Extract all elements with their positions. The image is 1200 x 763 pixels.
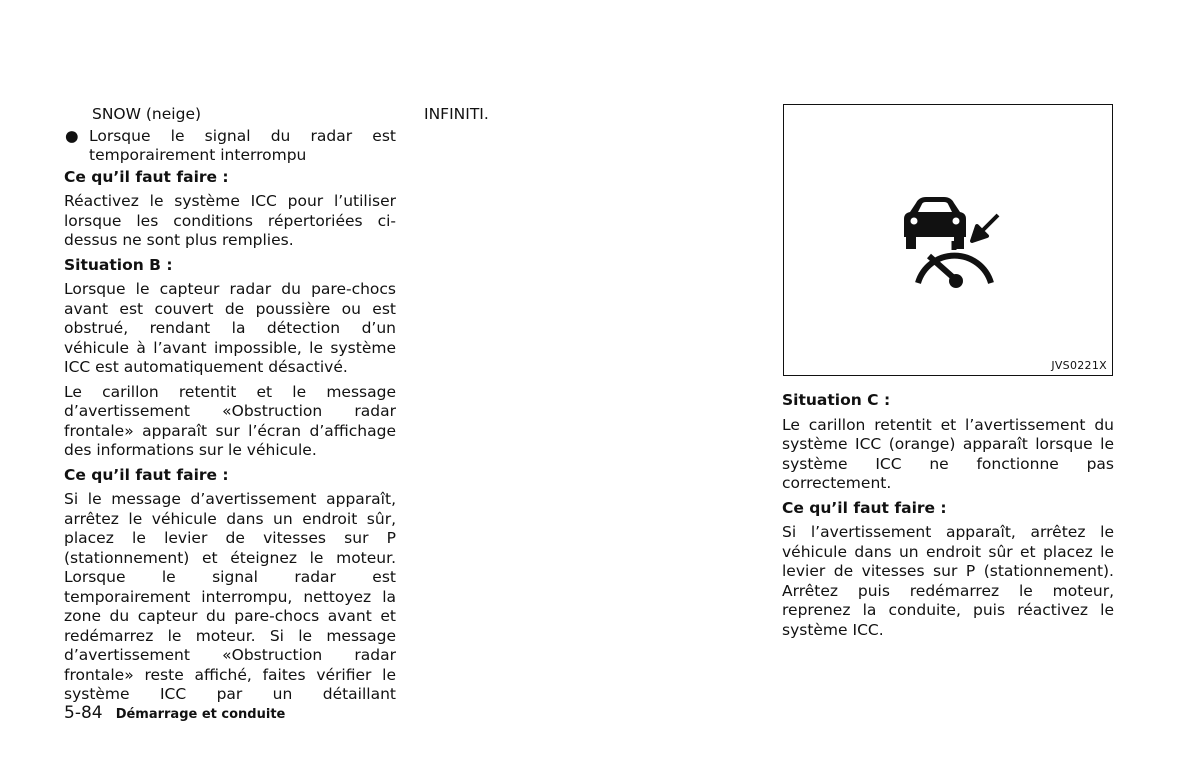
paragraph-chime-icc-warning: Le carillon retentit et l’avertissement du système ICC (orange) apparaît lorsque le système ICC ne fonctionne pas correctement. (782, 415, 1114, 492)
car-windshield (918, 202, 952, 212)
paragraph-reactivate: Réactivez le système ICC pour l’utiliser lorsque les conditions répertoriées ci-dessus ne sont plus remplies. (64, 192, 396, 249)
car-headlight-right (953, 218, 960, 225)
left-column (64, 105, 396, 710)
heading-what-to-do-3: Ce qu’il faut faire : (782, 498, 947, 517)
continuation-text: INFINITI. (424, 105, 489, 123)
bullet-icon: ● (65, 126, 79, 145)
paragraph-stop-restart: Si l’avertissement apparaît, arrêtez le véhicule dans un endroit sûr et placez le levier de vitesses sur P (stationnement). Arrêtez puis redémarrez le moteur, reprenez la conduite, puis réactivez le système ICC. (782, 523, 1114, 639)
heading-situation-b: Situation B : (64, 255, 173, 274)
page-footer (64, 703, 285, 723)
warning-figure (783, 104, 1113, 376)
bullet-item (64, 127, 396, 166)
page-number: 5-84 (64, 703, 103, 723)
car-headlight-left (911, 218, 918, 225)
speedometer-hub (949, 274, 963, 288)
arrow-icon (972, 215, 998, 241)
paragraph-chime-message: Le carillon retentit et le message d’avertissement «Obstruction radar frontale» apparaît sur l’écran d’affichage des informations sur le véhicule. (64, 382, 396, 459)
paragraph-warning-instructions: Si le message d’avertissement apparaît, arrêtez le véhicule dans un endroit sûr, placez le levier de vitesses sur P (stationnement) et éteignez le moteur. Lorsque le signal radar est temporairement interrompu, nettoyez la zone du capteur du pare-chocs avant et redémarrez le moteur. Si le message d’avertissement «Obstruction radar frontale» reste affiché, faites vérifier le système ICC par un détaillant (64, 490, 396, 703)
paragraph-radar-sensor: Lorsque le capteur radar du pare-chocs avant est couvert de poussière ou est obstrué, rendant la détection d’un véhicule à l’avant impossible, le système ICC est automatiquement désactivé. (64, 280, 396, 376)
right-column (782, 391, 1114, 645)
section-title: Démarrage et conduite (115, 707, 286, 722)
car-wheel-left (906, 235, 916, 249)
heading-situation-c: Situation C : (782, 391, 891, 409)
snow-line: SNOW (neige) (92, 105, 202, 123)
icc-warning-icon (896, 193, 1006, 293)
figure-code: JVS0221X (1051, 359, 1107, 372)
bullet-text: Lorsque le signal du radar est temporairement interrompu (89, 126, 396, 164)
middle-column (424, 105, 724, 130)
heading-what-to-do-2: Ce qu’il faut faire : (64, 465, 229, 484)
heading-what-to-do-1: Ce qu’il faut faire : (64, 167, 229, 186)
